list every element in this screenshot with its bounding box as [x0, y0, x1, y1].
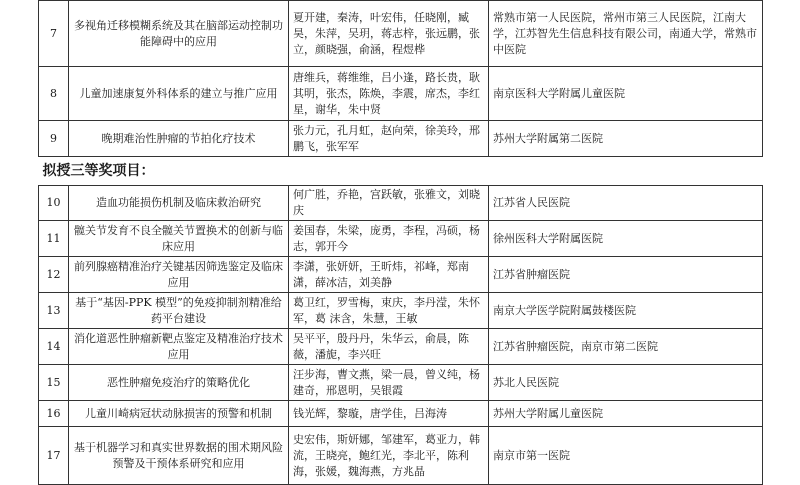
row-number: 10	[39, 186, 69, 221]
row-number: 12	[39, 257, 69, 293]
project-name: 髋关节发育不良全髋关节置换术的创新与临床应用	[69, 221, 289, 257]
table-row	[39, 293, 763, 329]
table-row	[39, 365, 763, 401]
row-number: 17	[39, 427, 69, 485]
table-row	[39, 121, 763, 157]
row-number: 15	[39, 365, 69, 401]
project-name: 造血功能损伤机制及临床救治研究	[69, 186, 289, 221]
project-institutions: 苏北人民医院	[489, 365, 763, 401]
project-members: 钱光辉，黎璇，唐学佳，吕海涛	[289, 401, 489, 427]
row-number: 14	[39, 329, 69, 365]
project-institutions: 江苏省肿瘤医院，南京市第二医院	[489, 329, 763, 365]
project-name: 儿童川崎病冠状动脉损害的预警和机制	[69, 401, 289, 427]
table-row	[39, 221, 763, 257]
row-number: 7	[39, 1, 69, 67]
project-name: 恶性肿瘤免疫治疗的策略优化	[69, 365, 289, 401]
row-number: 9	[39, 121, 69, 157]
project-institutions: 苏州大学附属第二医院	[489, 121, 763, 157]
project-institutions: 南京大学医学院附属鼓楼医院	[489, 293, 763, 329]
section-row	[39, 157, 763, 186]
project-members: 吴平平，殷丹丹，朱华云，俞晨，陈薇，潘旎，李兴旺	[289, 329, 489, 365]
section-title: 拟授三等奖项目：	[39, 157, 763, 186]
project-institutions: 常熟市第一人民医院，常州市第三人民医院，江南大学，江苏智先生信息科技有限公司，南通大学，常熟市中医院	[489, 1, 763, 67]
table-row	[39, 67, 763, 121]
project-name: 晚期难治性肿瘤的节拍化疗技术	[69, 121, 289, 157]
project-name: 前列腺癌精准治疗关键基因筛选鉴定及临床应用	[69, 257, 289, 293]
project-members: 姜国春，朱梁，庞勇，李程，冯硕，杨志，郭开今	[289, 221, 489, 257]
row-number: 8	[39, 67, 69, 121]
project-institutions: 徐州医科大学附属医院	[489, 221, 763, 257]
awards-table	[38, 0, 763, 485]
row-number: 16	[39, 401, 69, 427]
document-page	[38, 0, 762, 478]
project-members: 唐维兵，蒋维维，吕小逢，路长贵，耿其明，张杰，陈焕，李震，席杰，李红星，谢华，朱中贤	[289, 67, 489, 121]
project-members: 葛卫红，罗雪梅，束庆，李丹滢，朱怀军，葛 沫含，朱慧，王敏	[289, 293, 489, 329]
table-row	[39, 401, 763, 427]
table-row	[39, 329, 763, 365]
project-name: 多视角迁移模糊系统及其在脑部运动控制功能障碍中的应用	[69, 1, 289, 67]
project-institutions: 南京医科大学附属儿童医院	[489, 67, 763, 121]
table-row	[39, 257, 763, 293]
project-members: 汪步海，曹文燕，梁一晨，曾义纯，杨建奇，邢恩明，吴银霞	[289, 365, 489, 401]
project-name: 基于“基因-PPK 模型”的免疫抑制剂精准给药平台建设	[69, 293, 289, 329]
project-institutions: 江苏省肿瘤医院	[489, 257, 763, 293]
project-institutions: 江苏省人民医院	[489, 186, 763, 221]
row-number: 13	[39, 293, 69, 329]
project-name: 基于机器学习和真实世界数据的围术期风险预警及干预体系研究和应用	[69, 427, 289, 485]
project-members: 李潇，张妍妍，王昕炜，祁峰，郑南潇，薛冰洁，刘美静	[289, 257, 489, 293]
project-institutions: 苏州大学附属儿童医院	[489, 401, 763, 427]
table-row	[39, 1, 763, 67]
project-name: 消化道恶性肿瘤新靶点鉴定及精准治疗技术应用	[69, 329, 289, 365]
project-members: 张力元，孔月虹，赵向荣，徐美玲，邢鹏飞，张军军	[289, 121, 489, 157]
project-institutions: 南京市第一医院	[489, 427, 763, 485]
project-name: 儿童加速康复外科体系的建立与推广应用	[69, 67, 289, 121]
table-row	[39, 427, 763, 485]
project-members: 史宏伟，斯妍娜，邹建军，葛亚力，韩流，王晓亮，鲍红光，李北平，陈利海，张媛，魏海燕，方兆晶	[289, 427, 489, 485]
row-number: 11	[39, 221, 69, 257]
project-members: 何广胜，乔艳，宫跃敏，张雅文，刘晓庆	[289, 186, 489, 221]
project-members: 夏开建，秦涛，叶宏伟，任晓刚，臧昊，朱萍，吴玥，蒋志梓，张远鹏，张立，颜晓强，俞涵，程煜桦	[289, 1, 489, 67]
table-row	[39, 186, 763, 221]
